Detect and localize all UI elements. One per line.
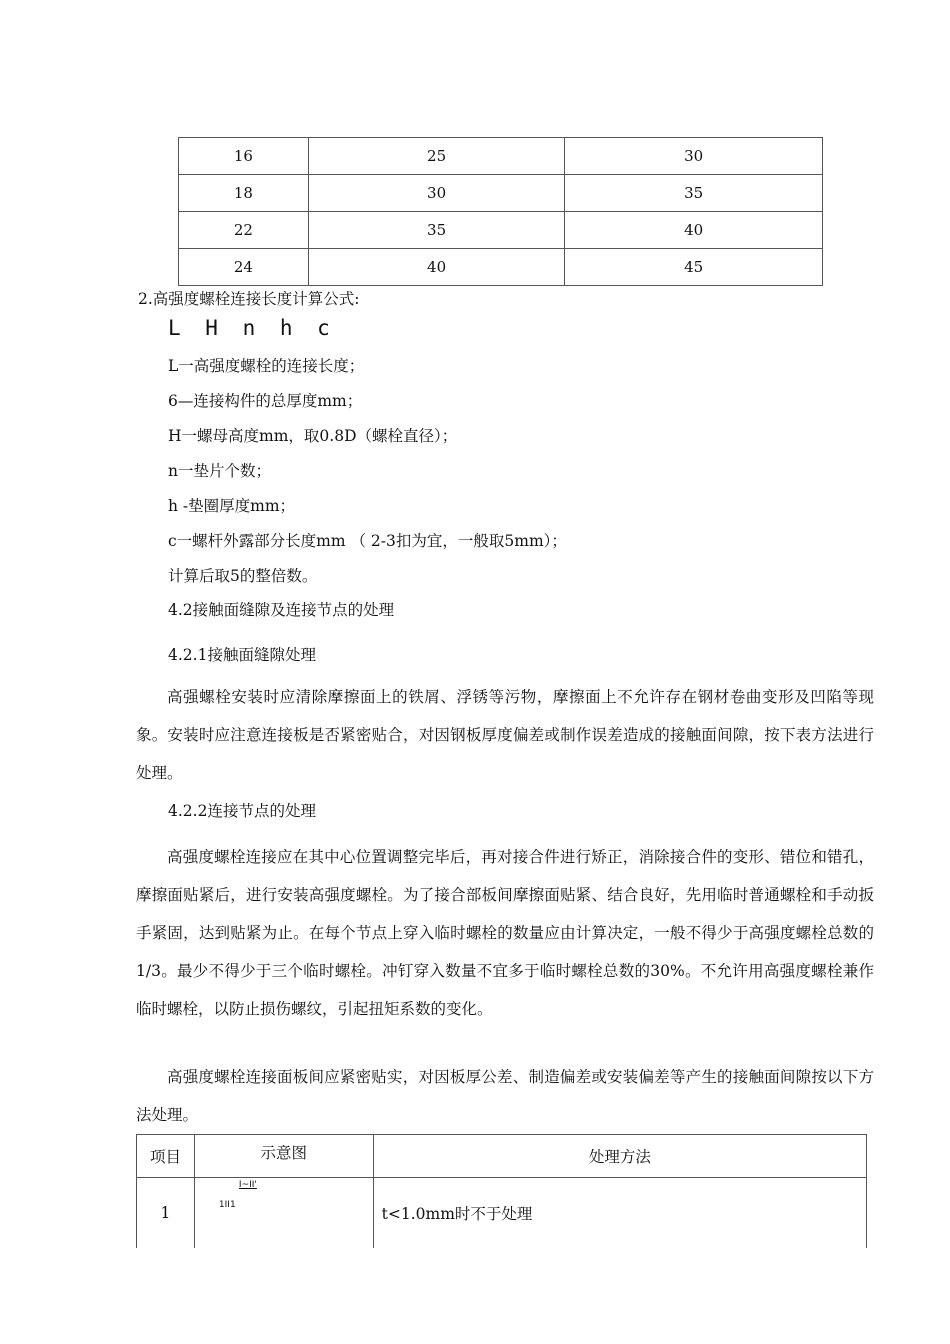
definition-line: L一高强度螺栓的连接长度； [168,357,365,375]
header-method: 处理方法 [373,1135,866,1178]
table-cell: 24 [179,249,309,286]
diagram-cell [194,1178,373,1249]
header-diagram: 示意图 [194,1135,373,1178]
diagram-label-bottom: 1II1 [218,1200,236,1210]
heading-4-2-1: 4.2.1接触面缝隙处理 [168,646,316,664]
table-cell: 16 [179,138,309,175]
row-method: t<1.0mm时不于处理 [373,1178,866,1249]
diagram-label-top: I~II' [238,1180,257,1190]
heading-4-2-2: 4.2.2连接节点的处理 [168,802,316,820]
table-cell: 45 [565,249,823,286]
table-cell: 30 [565,138,823,175]
gap-treatment-table [136,1134,867,1248]
paragraph-gap-treatment: 高强度螺栓连接面板间应紧密贴实，对因板厚公差、制造偏差或安装偏差等产生的接触面间隙按以下方法处理。 [136,1068,874,1124]
definition-line: 6—连接构件的总厚度mm； [168,392,363,410]
formula: L H n h c [168,316,336,340]
section-2-title: 2.高强度螺栓连接长度计算公式: [138,290,360,308]
table-cell: 40 [308,249,565,286]
table-row [179,138,823,175]
table-cell: 35 [565,175,823,212]
table-row [179,175,823,212]
paragraph-4-2-2: 高强度螺栓连接应在其中心位置调整完毕后，再对接合件进行矫正，消除接合件的变形、错位和错孔，摩擦面贴紧后，进行安装高强度螺栓。为了接合部板间摩擦面贴紧、结合良好，先用临时普通螺栓和手动扳手紧固，达到贴紧为止。在每个节点上穿入临时螺栓的数量应由计算决定，一般不得少于高强度螺栓总数的1/3。最少不得少于三个临时螺栓。冲钉穿入数量不宜多于临时螺栓总数的30%。不允许用高强度螺栓兼作临时螺栓，以防止损伤螺纹，引起扭矩系数的变化。 [136,848,874,1018]
table-header-row [137,1135,867,1178]
table-row [179,212,823,249]
table-cell: 22 [179,212,309,249]
table-cell: 30 [308,175,565,212]
header-item: 项目 [137,1135,195,1178]
definition-line: n一垫片个数； [168,462,271,480]
definition-line: c一螺杆外露部分长度mm （ 2-3扣为宜，一般取5mm）； [168,532,567,550]
table-row [179,249,823,286]
heading-4-2: 4.2接触面缝隙及连接节点的处理 [168,601,395,619]
table-cell: 40 [565,212,823,249]
row-item: 1 [137,1178,195,1249]
table-cell: 18 [179,175,309,212]
paragraph-4-2-1: 高强螺栓安装时应清除摩擦面上的铁屑、浮锈等污物，摩擦面上不允许存在钢材卷曲变形及凹陷等现象。安装时应注意连接板是否紧密贴合，对因钢板厚度偏差或制作误差造成的接触面间隙，按下表方法进行处理。 [136,688,874,782]
definition-line: h -垫圈厚度mm； [168,497,296,515]
bolt-length-table [178,137,823,286]
definition-line: 计算后取5的整倍数。 [168,567,318,585]
table-cell: 35 [308,212,565,249]
table-cell: 25 [308,138,565,175]
definition-line: H一螺母高度mm，取0.8D（螺栓直径）； [168,427,458,445]
table-row [137,1178,867,1249]
